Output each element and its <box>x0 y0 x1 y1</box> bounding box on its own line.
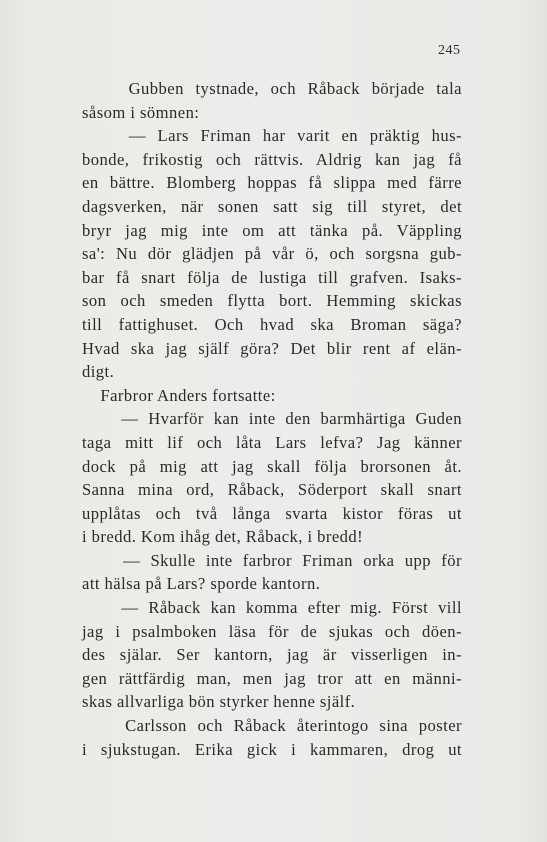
text-line: — Hvarför kan inte den barmhärtiga Guden <box>82 409 462 429</box>
text-line: — Skulle inte farbror Friman orka upp för <box>82 550 462 570</box>
text-line: dagsverken, när sonen satt sig till styret, det <box>82 196 462 216</box>
text-line: såsom i sömnen: <box>82 102 200 122</box>
text-line: skas allvarliga bön styrker henne själf. <box>82 692 356 712</box>
text-line: dock på mig att jag skall följa brorsonen åt. <box>82 456 462 476</box>
text-line: bryr jag mig inte om att tänka på. Väppling <box>82 220 462 240</box>
text-line: des själar. Ser kantorn, jag är visserligen in- <box>82 645 462 665</box>
text-line: Hvad ska jag själf göra? Det blir rent af elän- <box>82 338 462 358</box>
text-line: taga mitt lif och låta Lars lefva? Jag känner <box>82 432 462 452</box>
text-line: bonde, frikostig och rättvis. Aldrig kan jag få <box>82 149 462 169</box>
text-line: — Lars Friman har varit en präktig hus- <box>82 126 462 146</box>
body-text <box>82 77 462 761</box>
text-line: Carlsson och Råback återintogo sina poster <box>82 716 462 736</box>
text-line: i sjukstugan. Erika gick i kammaren, drog ut <box>82 739 462 759</box>
text-line: Farbror Anders fortsatte: <box>82 385 276 405</box>
text-line: Sanna mina ord, Råback, Söderport skall snart <box>82 480 462 500</box>
text-line: till fattighuset. Och hvad ska Broman säga? <box>82 314 462 334</box>
text-line: jag i psalmboken läsa för de sjukas och döen- <box>82 621 462 641</box>
text-line: — Råback kan komma efter mig. Först vill <box>82 598 462 618</box>
text-line: upplåtas och två långa svarta kistor föras ut <box>82 503 462 523</box>
text-line: sa': Nu dör glädjen på vår ö, och sorgsna gub- <box>82 244 462 264</box>
text-line: bar få snart följa de lustiga till grafven. Isaks- <box>82 267 462 287</box>
text-line: en bättre. Blomberg hoppas få slippa med färre <box>82 173 462 193</box>
text-line: gen rättfärdig man, men jag tror att en männi- <box>82 668 462 688</box>
page-number: 245 <box>438 43 461 58</box>
text-line: i bredd. Kom ihåg det, Råback, i bredd! <box>82 527 364 547</box>
text-line: att hälsa på Lars? sporde kantorn. <box>82 574 321 594</box>
text-line: digt. <box>82 362 115 382</box>
text-line: Gubben tystnade, och Råback började tala <box>82 79 462 98</box>
text-line: son och smeden flytta bort. Hemming skickas <box>82 291 462 311</box>
